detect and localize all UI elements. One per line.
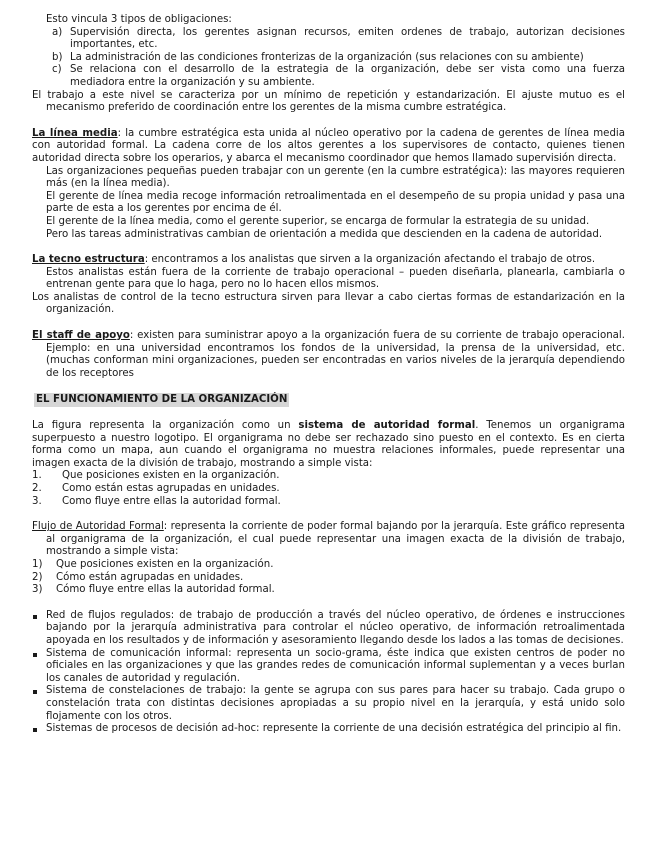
list-item: 3) Cómo fluye entre ellas la autoridad formal.: [32, 584, 275, 596]
bullet-icon: [33, 690, 37, 694]
bullet-icon: [33, 653, 37, 657]
tecno-p2: Los analistas de control de la tecno estructura sirven para llevar a cabo ciertas formas de estandarización en la organización.: [32, 291, 625, 316]
list-item: 2) Cómo están agrupadas en unidades.: [32, 571, 244, 583]
list-item: 2. Como están estas agrupadas en unidades.: [32, 483, 280, 494]
linea-media-term: La línea media: [32, 127, 118, 139]
funcionamiento-list: [32, 470, 625, 508]
tecno-p1: Estos analistas están fuera de la corriente de trabajo operacional – pueden diseñarla, planearla, cambiarla o entrenan gente para que lo haga, pero no lo hacen ellos mismos.: [46, 266, 625, 291]
flujo-paragraph: Flujo de Autoridad Formal: representa la corriente de poder formal bajando por la jerarquía. Este gráfico representa al organigrama de la organización, el cual puede representar una imagen exacta de la división de trabajo, mostrando a simple vista:: [32, 521, 625, 558]
obligations-closing: El trabajo a este nivel se caracteriza por un mínimo de repetición y estandarización. El ajuste mutuo es el mecanismo preferido de coordinación entre los gerentes de la misma cumbre estratégica.: [32, 89, 625, 114]
list-item: Sistema de constelaciones de trabajo: la gente se agrupa con sus pares para hacer su trabajo. Cada grupo o constelación trata con distintas decisiones apropiadas a su propio nivel en la jerarquía, y está unido solo flojamente con los otros.: [32, 685, 625, 723]
list-item: Sistemas de procesos de decisión ad-hoc: represente la corriente de una decisión estratégica del principio al fin.: [32, 723, 625, 736]
systems-bullet-list: [32, 610, 625, 736]
section-heading: EL FUNCIONAMIENTO DE LA ORGANIZACIÓN: [36, 394, 288, 406]
tecno-paragraph: La tecno estructura: encontramos a los analistas que sirven a la organización afectando el trabajo de otros.: [32, 254, 596, 266]
list-item: 1. Que posiciones existen en la organización.: [32, 470, 280, 482]
flujo-term: Flujo de Autoridad Formal: [32, 521, 164, 533]
linea-media-p4: Pero las tareas administrativas cambian de orientación a medida que descienden en la cadena de autoridad.: [46, 228, 603, 240]
flujo-list: [32, 559, 625, 597]
list-item: Red de flujos regulados: de trabajo de producción a través del núcleo operativo, de órdenes e instrucciones bajando por la jerarquía administrativa para controlar el núcleo operativo, de información retroalimentada apoyada en los resultados y de información y asesoramiento llegando desde los lados a las tomas de decisiones.: [32, 610, 625, 648]
bullet-icon: [33, 728, 37, 732]
list-item: 3. Como fluye entre ellas la autoridad formal.: [32, 495, 281, 507]
obligations-intro: Esto vincula 3 tipos de obligaciones:: [46, 14, 232, 25]
linea-media-paragraph: La línea media: la cumbre estratégica esta unida al núcleo operativo por la cadena de gerentes de línea media con autoridad formal. La cadena corre de los altos gerentes a los supervisores de contacto, quienes tienen autoridad directa sobre los operarios, y abarca el mecanismo coordinador que hemos llamado supervisión directa.: [32, 127, 625, 164]
bullet-icon: [33, 615, 37, 619]
list-item: Sistema de comunicación informal: representa un socio-grama, éste indica que existen centros de poder no oficiales en las organizaciones y que las grandes redes de comunicación informal suplementan y a veces burlan los canales de autoridad y regulación.: [32, 648, 625, 686]
list-item: a) Supervisión directa, los gerentes asignan recursos, emiten ordenes de trabajo, autorizan decisiones importantes, etc.: [52, 26, 625, 51]
obligations-list: [32, 27, 625, 90]
list-item: c) Se relaciona con el desarrollo de la estrategia de la organización, debe ser vista como una fuerza mediadora entre la organización y su ambiente.: [52, 64, 625, 88]
linea-media-p1: Las organizaciones pequeñas pueden trabajar con un gerente (en la cumbre estratégica): las mayores requieren más (en la línea media).: [46, 165, 625, 190]
linea-media-p2: El gerente de línea media recoge información retroalimentada en el desempeño de su propia unidad y pasa una parte de esta a los gerentes por encima de él.: [46, 190, 625, 215]
funcionamiento-paragraph: La figura representa la organización como un sistema de autoridad formal. Tenemos un organigrama superpuesto a nuestro logotipo. El organigrama no debe ser rechazado sino puesto en el contexto. Es en cierta forma como un mapa, aun cuando el organigrama no muestra relaciones informales, puede representar una imagen exacta de la división de trabajo, mostrando a simple vista:: [32, 420, 625, 469]
section-heading-wrap: [32, 393, 625, 407]
list-item: b) La administración de las condiciones fronterizas de la organización (sus relaciones con su ambiente): [52, 51, 584, 63]
tecno-term: La tecno estructura: [32, 254, 145, 266]
list-item: 1) Que posiciones existen en la organización.: [32, 558, 274, 570]
staff-term: El staff de apoyo: [32, 330, 130, 342]
staff-paragraph: El staff de apoyo: existen para suministrar apoyo a la organización fuera de su corriente de trabajo operacional. Ejemplo: en una universidad encontramos los fondos de la universidad, la prensa de la universidad, etc. (muchas conforman mini organizaciones, pueden ser encontradas en varios niveles de la jerarquía dependiendo de los receptores: [32, 330, 625, 379]
linea-media-p3: El gerente de la línea media, como el gerente superior, se encarga de formular la estrategia de su unidad.: [46, 215, 590, 227]
